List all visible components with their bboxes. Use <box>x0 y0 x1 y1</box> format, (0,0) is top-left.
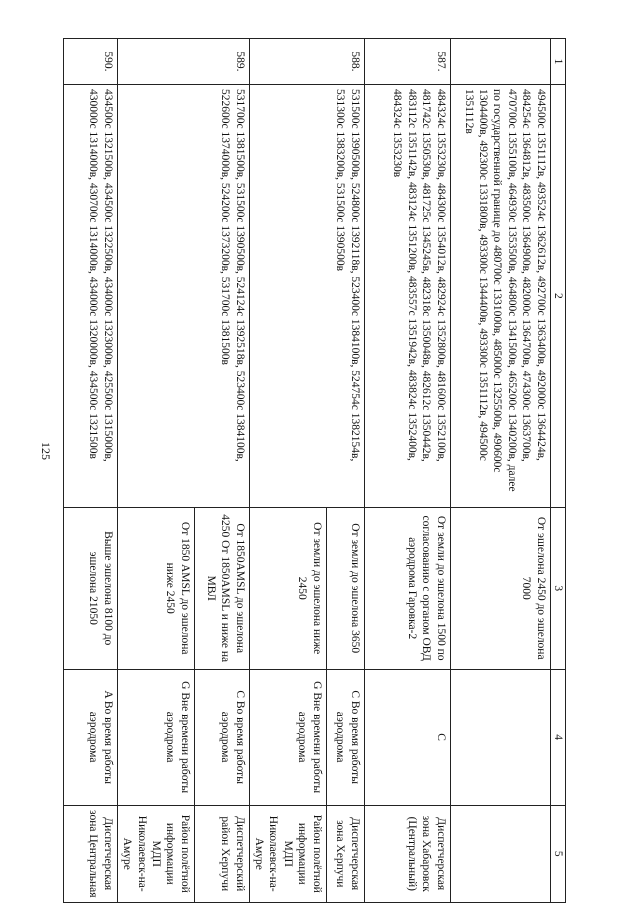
header-row <box>550 39 565 903</box>
row-number <box>450 39 550 85</box>
coordinates-cell: 484324с 1353230в, 484300с 1354012в, 482924с 1352800в, 481600с 1352100в, 481742с 1350530в, 481725с 1345245в, 482318с 1350048в, 482612с 1350442в, 483112с 1351142в, 483124с 1351200в, 483557с 1351942в, 483824с 1352400в, 484324с 1353230в <box>364 84 450 507</box>
zone-cell: Район полётной информации МДП Николаевск-на-Амуре <box>117 805 194 902</box>
table-row <box>194 39 249 903</box>
page-number: 125 <box>39 442 53 460</box>
class-cell: A Во время работы аэродрома <box>63 669 117 805</box>
col-header-5: 5 <box>550 805 565 902</box>
row-number: 587. <box>364 39 450 85</box>
coordinates-cell: 434500с 1321500в, 434500с 1322500в, 434000с 1323000в, 425500с 1315000в, 430000с 1314000в, 430700с 1314000в, 434000с 1320000в, 434500с 1321500в <box>63 84 117 507</box>
coordinates-cell: 531700с 1381500в, 531500с 1390500в, 524124с 1392518в, 523400с 1384100в, 522600с 1374000в, 524200с 1373200в, 531700с 1381500в <box>117 84 249 507</box>
zone-cell: Диспетчерская зона Хабаровск (Центральный) <box>364 805 450 902</box>
class-cell: C Во время работы аэродрома <box>194 669 249 805</box>
zone-cell: Диспетчерский район Херпучи <box>194 805 249 902</box>
class-cell: G Вне времени работы аэродрома <box>249 669 326 805</box>
table-row <box>364 39 450 903</box>
limits-cell: От земли до эшелона 3650 <box>326 507 364 669</box>
class-cell <box>450 669 550 805</box>
table-row <box>326 39 364 903</box>
airspace-table <box>63 38 566 903</box>
class-cell: G Вне времени работы аэродрома <box>117 669 194 805</box>
col-header-3: 3 <box>550 507 565 669</box>
table-row <box>450 39 550 903</box>
zone-cell: Диспетчерская зона Херпучи <box>326 805 364 902</box>
zone-cell: Район полётной информации МДП Николаевск-на-Амуре <box>249 805 326 902</box>
class-cell: C <box>364 669 450 805</box>
row-number: 588. <box>249 39 364 85</box>
col-header-1: 1 <box>550 39 565 85</box>
zone-cell <box>450 805 550 902</box>
col-header-4: 4 <box>550 669 565 805</box>
col-header-2: 2 <box>550 84 565 507</box>
table-row <box>63 39 117 903</box>
limits-cell: От 1850 AMSL до эшелона ниже 2450 <box>117 507 194 669</box>
row-number: 590. <box>63 39 117 85</box>
coordinates-cell: 494500с 1351112в, 493524с 1362612в, 492700с 1363400в, 492000с 1364424в, 484254с 1364812в, 483500с 1364900в, 482000с 1364700в, 474300с 1363700в, 470700с 1355100в, 464930с 1353500в, 464800с 1341500в, 465200с 1340200в, далее по государственной границе до 480700с 1331000в, 485000с 1325500в, 490600с 1304400в, 492300с 1331800в, 493300с 1344400в, 493300с 1351112в, 494500с 1351112в <box>450 84 550 507</box>
limits-cell: От эшелона 2450 до эшелона 7000 <box>450 507 550 669</box>
limits-cell: Выше эшелона 8100 до эшелона 21050 <box>63 507 117 669</box>
row-number: 589. <box>117 39 249 85</box>
limits-cell: От 1850AMSL до эшелона 4250 От 1850AMSL и ниже на МВЛ <box>194 507 249 669</box>
zone-cell: Диспетчерская зона Центральная <box>63 805 117 902</box>
limits-cell: От земли до эшелона 1500 по согласованию с органом ОВД аэродрома Гаровка-2 <box>364 507 450 669</box>
class-cell: C Во время работы аэродрома <box>326 669 364 805</box>
coordinates-cell: 531500с 1390500в, 524800с 1392118в, 523400с 1384100в, 524754с 1382154в, 531300с 1383200в, 531500с 1390500в <box>249 84 364 507</box>
limits-cell: От земли до эшелона ниже 2450 <box>249 507 326 669</box>
